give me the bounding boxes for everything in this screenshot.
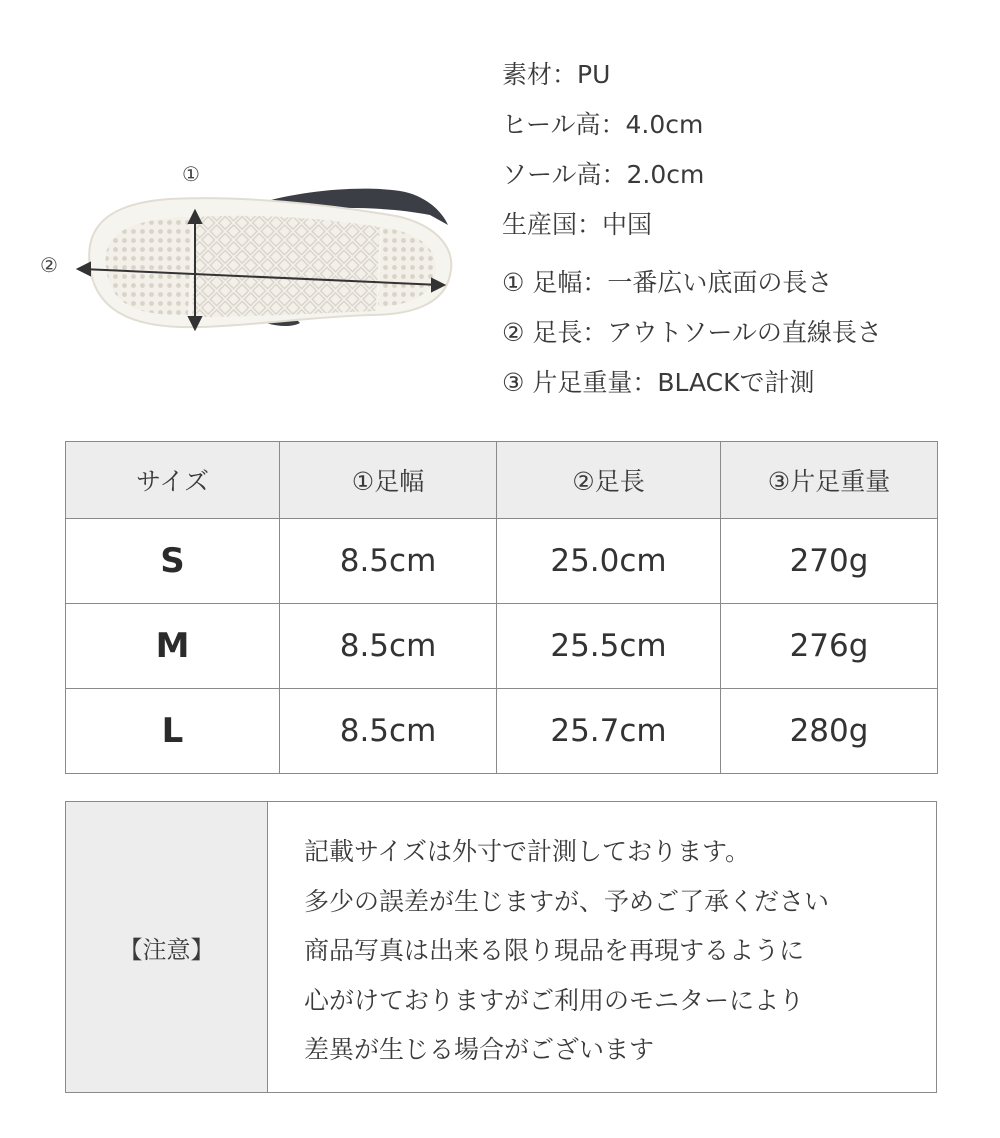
length-marker: ② bbox=[40, 253, 58, 277]
notice-body bbox=[268, 802, 937, 1093]
size-label: S bbox=[66, 519, 280, 604]
header-size: サイズ bbox=[66, 442, 280, 519]
weight-cell: 276g bbox=[721, 604, 938, 689]
weight-cell: 280g bbox=[721, 689, 938, 774]
table-row bbox=[66, 519, 938, 604]
table-row bbox=[66, 689, 938, 774]
shoe-sole-illustration bbox=[30, 155, 470, 345]
size-label: L bbox=[66, 689, 280, 774]
table-row bbox=[66, 604, 938, 689]
spec-sole-height: ソール高：2.0cm bbox=[502, 160, 705, 189]
size-table bbox=[65, 441, 938, 774]
spec-note-weight: ③ 片足重量：BLACKで計測 bbox=[502, 368, 815, 397]
notice-line: 差異が生じる場合がございます bbox=[304, 1035, 655, 1064]
spec-note-width: ① 足幅：一番広い底面の長さ bbox=[502, 268, 833, 297]
notice-heading: 【注意】 bbox=[66, 802, 268, 1093]
header-weight: ③片足重量 bbox=[721, 442, 938, 519]
length-cell: 25.5cm bbox=[497, 604, 721, 689]
table-header-row bbox=[66, 442, 938, 519]
length-cell: 25.7cm bbox=[497, 689, 721, 774]
header-length: ②足長 bbox=[497, 442, 721, 519]
notice-table bbox=[65, 801, 937, 1093]
notice-line: 記載サイズは外寸で計測しております。 bbox=[304, 837, 751, 866]
width-cell: 8.5cm bbox=[280, 689, 497, 774]
length-cell: 25.0cm bbox=[497, 519, 721, 604]
spec-material: 素材：PU bbox=[502, 60, 611, 89]
notice-line: 多少の誤差が生じますが、予めご了承ください bbox=[304, 886, 830, 916]
width-cell: 8.5cm bbox=[280, 519, 497, 604]
width-cell: 8.5cm bbox=[280, 604, 497, 689]
header-width: ①足幅 bbox=[280, 442, 497, 519]
width-marker: ① bbox=[182, 162, 200, 186]
weight-cell: 270g bbox=[721, 519, 938, 604]
spec-note-length: ② 足長：アウトソールの直線長さ bbox=[502, 318, 882, 347]
spec-heel-height: ヒール高：4.0cm bbox=[502, 110, 704, 139]
notice-line: 心がけておりますがご利用のモニターにより bbox=[304, 985, 805, 1015]
spec-origin: 生産国：中国 bbox=[502, 210, 653, 239]
size-label: M bbox=[66, 604, 280, 689]
notice-line: 商品写真は出来る限り現品を再現するように bbox=[304, 936, 805, 965]
